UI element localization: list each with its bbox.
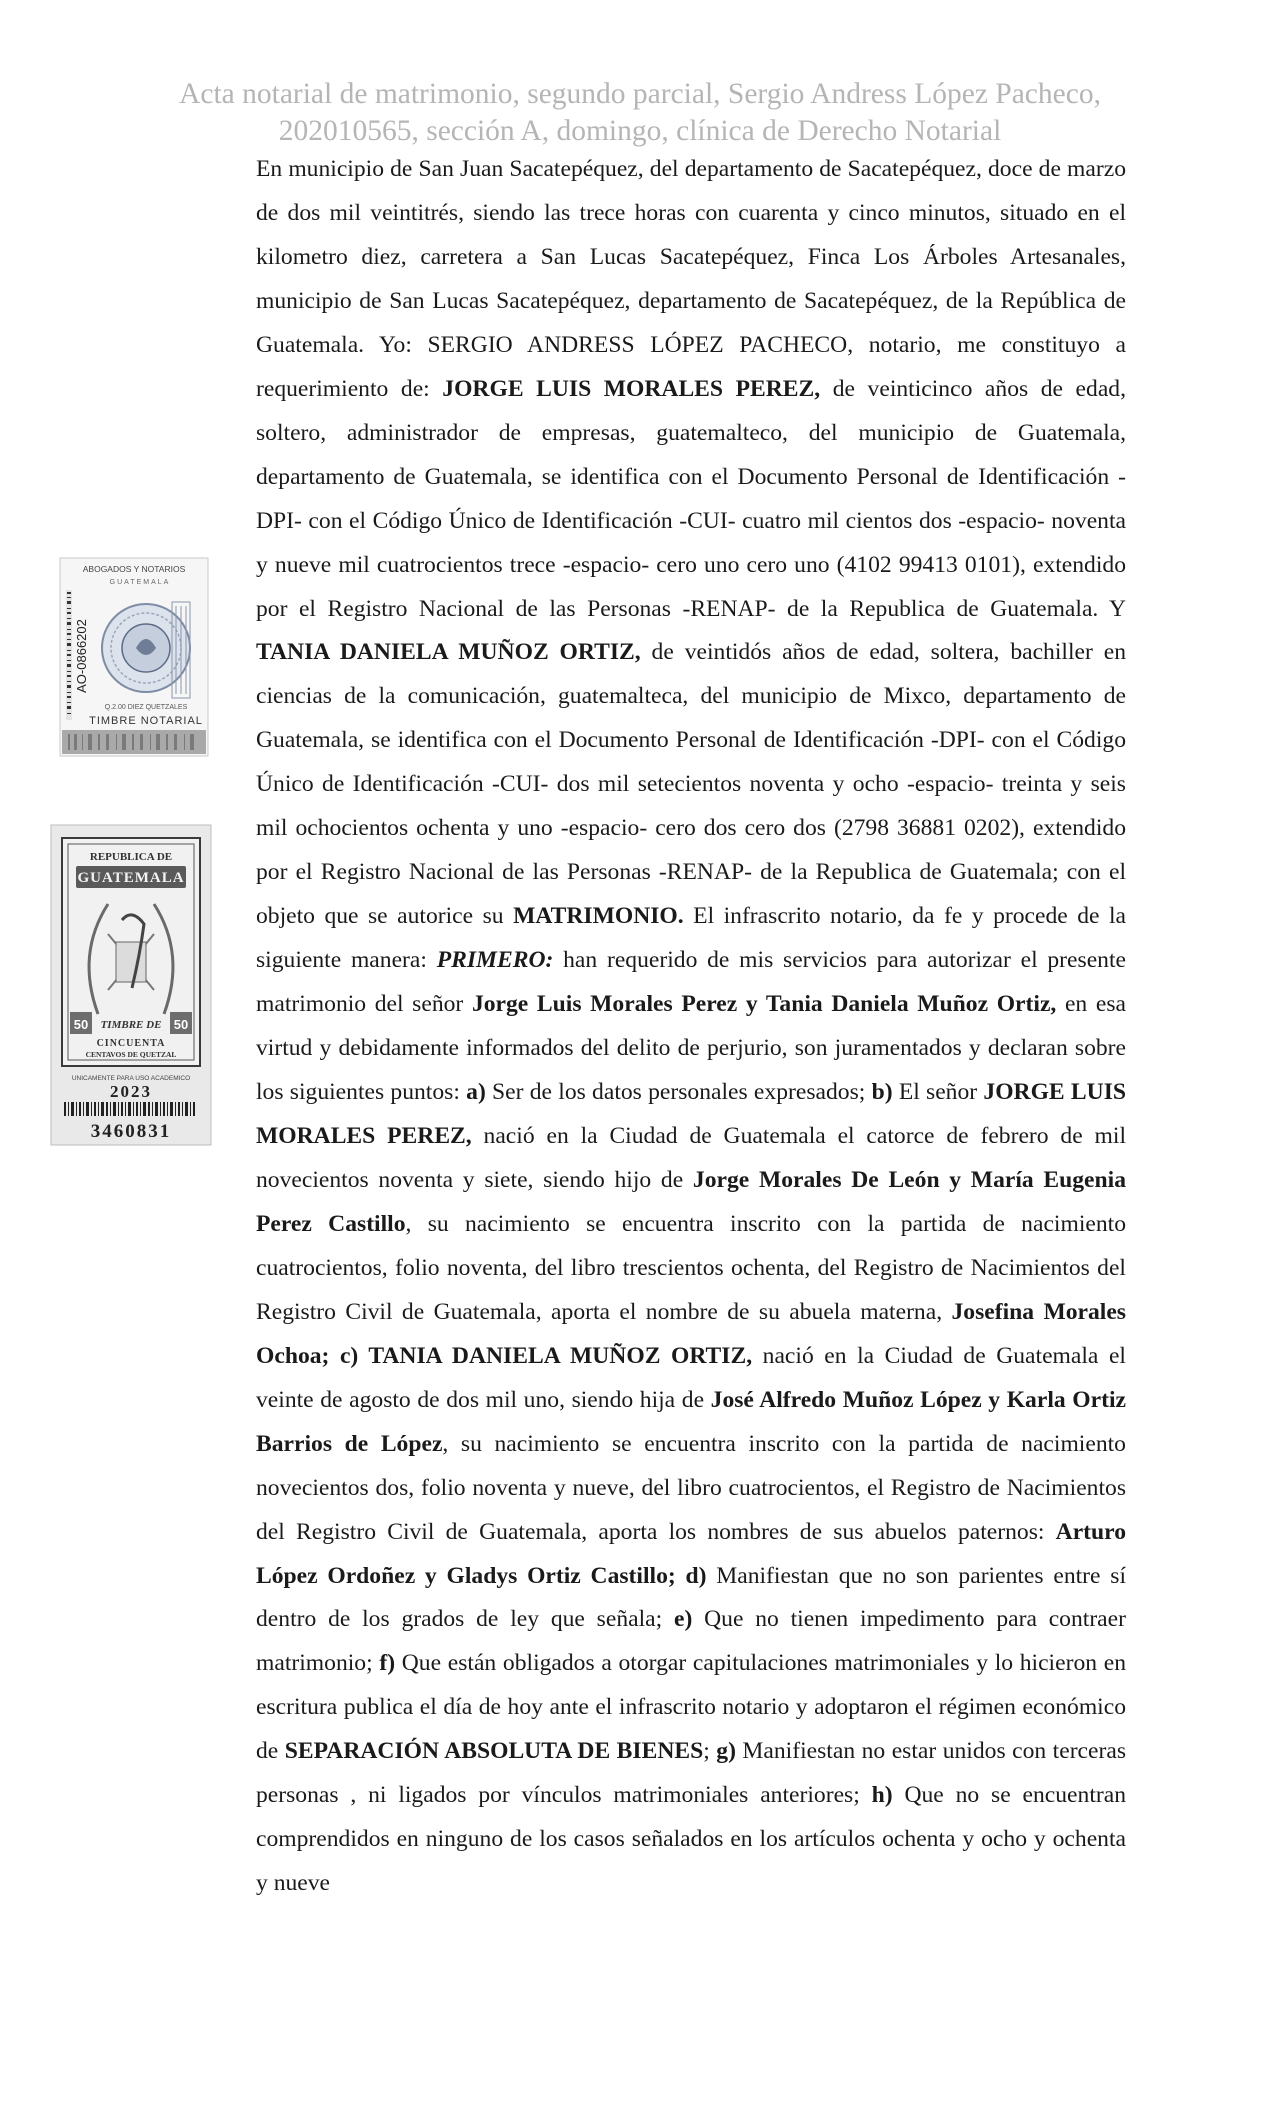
fiscal-stamp-note: UNICAMENTE PARA USO ACADEMICO bbox=[71, 1075, 191, 1082]
fiscal-stamp-country-text: GUATEMALA bbox=[77, 870, 185, 886]
bold-text-segment: h) bbox=[871, 1782, 893, 1809]
fiscal-stamp bbox=[50, 824, 212, 1146]
notarial-stamp bbox=[58, 556, 210, 758]
bold-text-segment: a) bbox=[466, 1079, 486, 1106]
bold-text-segment: Josefina Morales Ochoa; c) TANIA DANIELA MUÑOZ ORTIZ, bbox=[256, 1298, 1126, 1369]
fiscal-stamp-label-text: TIMBRE DE bbox=[100, 1019, 162, 1031]
fiscal-stamp-value-left: 50 bbox=[73, 1017, 89, 1032]
text-segment: de veintidós años de edad, soltera, bachiller en ciencias de la comunicación, guatemalteca, del municipio de Mixco, departamento de Guatemala, se identifica con el Documento Personal de Identificación -DPI- con el Código Único de Identificación -CUI- dos mil setecientos noventa y ocho -espacio- treinta y seis mil ochocientos ochenta y uno -espacio- cero dos cero dos (2798 36881 0202), extendido por el Registro Nacional de las Personas -RENAP- de la Republica de Guatemala; con el objeto que se autorice su bbox=[256, 639, 1126, 930]
text-segment: En municipio de San Juan Sacatepéquez, del departamento de Sacatepéquez, doce de marzo de dos mil veintitrés, siendo las trece horas con cuarenta y cinco minutos, situado en el kilometro diez, carretera a San Lucas Sacatepéquez, Finca Los Árboles Artesanales, municipio de San Lucas Sacatepéquez, departamento de Sacatepéquez, de la República de Guatemala. Yo: SERGIO ANDRESS LÓPEZ PACHECO, notario, me constituyo a requerimiento de: bbox=[256, 156, 1126, 402]
bold-text-segment: TANIA DANIELA MUÑOZ ORTIZ, bbox=[256, 639, 641, 666]
text-segment: El señor bbox=[892, 1079, 984, 1106]
text-segment: Que están obligados a otorgar capitulaciones matrimoniales y lo hicieron en escritura publica el día de hoy ante el infrascrito notario y adoptaron el régimen económico de bbox=[256, 1650, 1126, 1765]
text-segment: nació en la Ciudad de Guatemala el catorce de febrero de mil novecientos noventa y siete, siendo hijo de bbox=[256, 1122, 1126, 1193]
fiscal-stamp-number: 3460831 bbox=[90, 1121, 172, 1142]
text-segment: han requerido de mis servicios para autorizar el presente matrimonio del señor bbox=[256, 947, 1126, 1018]
text-segment: , su nacimiento se encuentra inscrito con la partida de nacimiento novecientos dos, folio noventa y nueve, del libro cuatrocientos, el Registro de Nacimientos del Registro Civil de Guatemala, aporta los nombres de sus abuelos paternos: bbox=[256, 1430, 1126, 1545]
bold-text-segment: Jorge Morales De León y María Eugenia Perez Castillo bbox=[256, 1166, 1127, 1237]
text-segment: , su nacimiento se encuentra inscrito con la partida de nacimiento cuatrocientos, folio noventa, del libro trescientos ochenta, del Registro de Nacimientos del Registro Civil de Guatemala, aporta el nombre de su abuela materna, bbox=[256, 1210, 1126, 1325]
document-body bbox=[256, 148, 1126, 1906]
fiscal-stamp-value-unit: CENTAVOS DE QUETZAL bbox=[85, 1050, 177, 1059]
stamp-subheader-text: GUATEMALA bbox=[109, 579, 171, 586]
bold-text-segment: Jorge Luis Morales Perez y Tania Daniela Muñoz Ortiz, bbox=[471, 991, 1057, 1018]
fiscal-stamp-value-words: CINCUENTA bbox=[96, 1038, 166, 1049]
text-segment: nació en la Ciudad de Guatemala el veinte de agosto de dos mil uno, siendo hija de bbox=[256, 1342, 1126, 1413]
text-segment: Que no tienen impedimento para contraer matrimonio; bbox=[256, 1606, 1126, 1677]
text-segment: Manifiestan no estar unidos con terceras personas , ni ligados por vínculos matrimoniales anteriores; bbox=[256, 1738, 1127, 1809]
fiscal-stamp-top-text: REPUBLICA DE bbox=[89, 851, 173, 863]
bold-text-segment: Arturo López Ordoñez y Gladys Ortiz Castillo; d) bbox=[256, 1518, 1126, 1589]
header-line-1: Acta notarial de matrimonio, segundo parcial, Sergio Andress López Pacheco, bbox=[179, 78, 1101, 110]
bold-text-segment: f) bbox=[379, 1650, 396, 1677]
stamp-footer-text: TIMBRE NOTARIAL bbox=[89, 715, 203, 727]
fiscal-stamp-barcode bbox=[64, 1102, 195, 1116]
document-paragraph bbox=[256, 148, 1126, 1906]
stamp-value-text: Q.2.00 DIEZ QUETZALES bbox=[104, 704, 188, 711]
bold-text-segment: JORGE LUIS MORALES PEREZ, bbox=[442, 375, 821, 402]
notarial-stamp-graphic bbox=[58, 556, 210, 758]
bold-text-segment: b) bbox=[871, 1079, 893, 1106]
text-segment: de veinticinco años de edad, soltero, administrador de empresas, guatemalteco, del municipio de Guatemala, departamento de Guatemala, se identifica con el Documento Personal de Identificación -DPI- con el Código Único de Identificación -CUI- cuatro mil cientos dos -espacio- noventa y nueve mil cuatrocientos trece -espacio- cero uno cero uno (4102 99413 0101), extendido por el Registro Nacional de las Personas -RENAP- de la Republica de Guatemala. Y bbox=[256, 375, 1126, 622]
text-segment: ; bbox=[703, 1738, 717, 1765]
bold-text-segment: e) bbox=[673, 1606, 693, 1633]
text-segment: en esa virtud y debidamente informados del delito de perjurio, son juramentados y declaran sobre los siguientes puntos: bbox=[256, 991, 1126, 1106]
header-watermark bbox=[140, 76, 1140, 150]
text-segment: Ser de los datos personales expresados; bbox=[485, 1079, 872, 1106]
bold-text-segment: PRIMERO: bbox=[436, 947, 554, 974]
text-segment: Que no se encuentran comprendidos en ninguno de los casos señalados en los artículos ochenta y ocho y ochenta y nueve bbox=[256, 1782, 1127, 1897]
fiscal-stamp-value-right: 50 bbox=[173, 1017, 189, 1032]
fiscal-stamp-graphic bbox=[50, 824, 212, 1146]
bold-text-segment: JORGE LUIS MORALES PEREZ, bbox=[256, 1079, 1126, 1149]
bold-text-segment: g) bbox=[716, 1738, 736, 1765]
bold-text-segment: MATRIMONIO. bbox=[513, 903, 684, 930]
fiscal-stamp-year: 2023 bbox=[110, 1082, 152, 1101]
text-segment: El infrascrito notario, da fe y procede de la siguiente manera: bbox=[256, 903, 1127, 974]
stamp-serial-text: AO-0866202 bbox=[74, 619, 89, 693]
header-line-2: 202010565, sección A, domingo, clínica de Derecho Notarial bbox=[278, 115, 1002, 147]
bold-text-segment: José Alfredo Muñoz López y Karla Ortiz Barrios de López bbox=[256, 1386, 1126, 1457]
bold-text-segment: SEPARACIÓN ABSOLUTA DE BIENES bbox=[284, 1738, 704, 1765]
text-segment: Manifiestan que no son parientes entre sí dentro de los grados de ley que señala; bbox=[256, 1562, 1127, 1633]
stamp-header-text: ABOGADOS Y NOTARIOS bbox=[82, 564, 186, 574]
